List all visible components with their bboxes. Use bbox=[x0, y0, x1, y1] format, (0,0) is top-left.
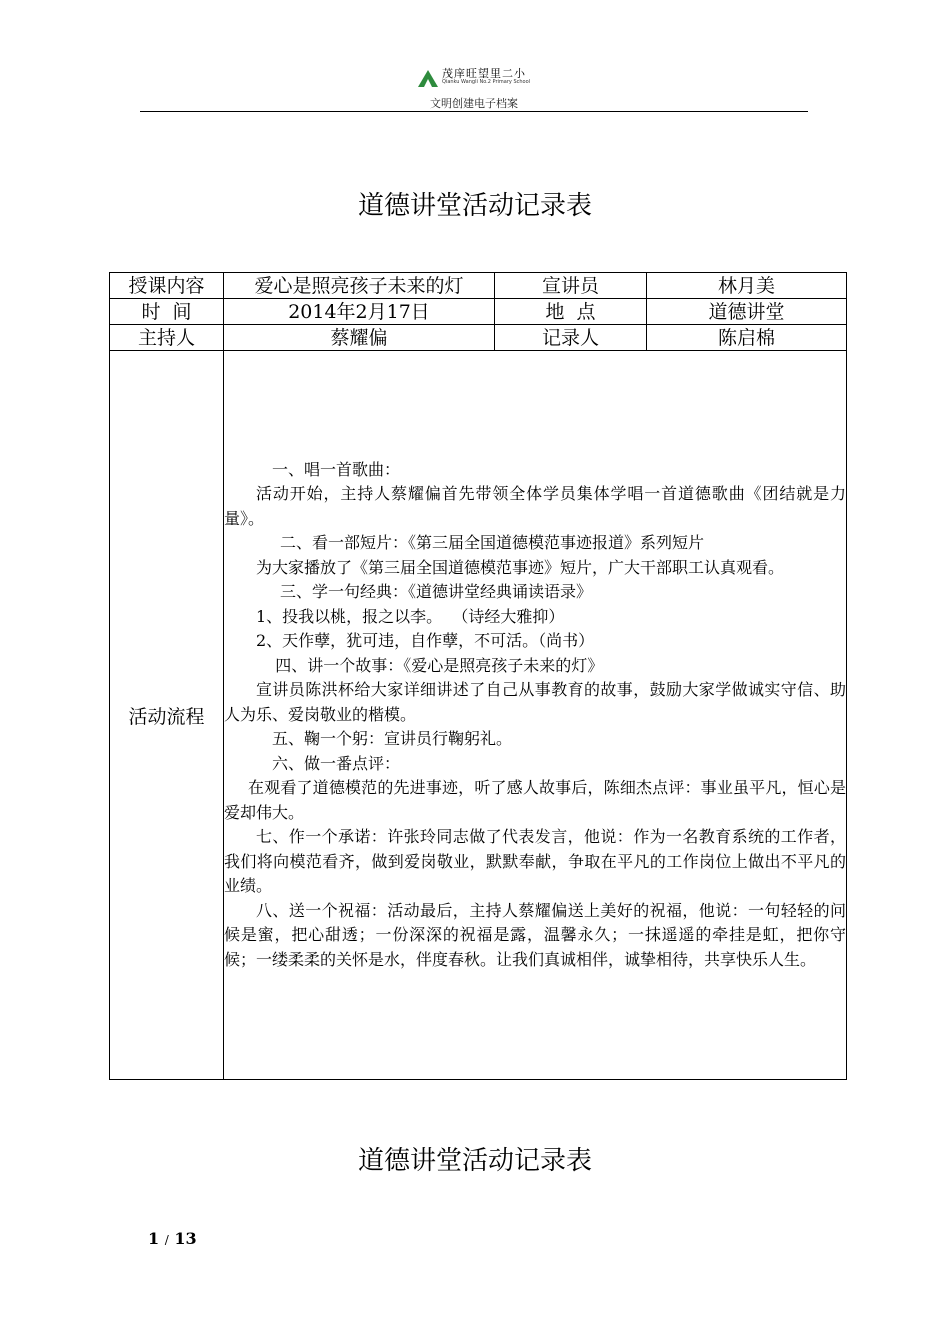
page-separator: / bbox=[164, 1233, 169, 1247]
flow-paragraph: 四、讲一个故事：《爱心是照亮孩子未来的灯》 bbox=[275, 655, 604, 675]
label-time: 时 间 bbox=[110, 299, 224, 325]
value-host: 蔡耀偏 bbox=[224, 325, 495, 351]
table-row bbox=[110, 351, 847, 1080]
page-current: 1 bbox=[148, 1229, 160, 1248]
page-total: 13 bbox=[174, 1229, 197, 1248]
logo-english-text: Qianku Wangli No.2 Primary School bbox=[442, 79, 531, 85]
flow-paragraph: 为大家播放了《第三届全国道德模范事迹》短片，广大干部职工认真观看。 bbox=[256, 557, 785, 577]
value-lecturer: 林月美 bbox=[647, 273, 847, 299]
flow-paragraph: 六、做一番点评： bbox=[272, 753, 401, 773]
flow-paragraph: 2、天作孽，犹可违，自作孽，不可活。（尚书） bbox=[256, 631, 595, 651]
label-recorder: 记录人 bbox=[495, 325, 647, 351]
label-activity-flow: 活动流程 bbox=[110, 351, 224, 1080]
label-course-content: 授课内容 bbox=[110, 273, 224, 299]
value-time: 2014年2月17日 bbox=[224, 299, 495, 325]
next-document-title: 道德讲堂活动记录表 bbox=[357, 1146, 592, 1176]
value-location: 道德讲堂 bbox=[647, 299, 847, 325]
page-number bbox=[148, 1229, 197, 1248]
activity-flow-content bbox=[224, 351, 847, 1080]
table-row bbox=[110, 325, 847, 351]
activity-record-table bbox=[109, 272, 847, 1080]
flow-paragraph: 八、送一个祝福：活动最后，主持人蔡耀偏送上美好的祝福，他说：一句轻轻的问候是蜜，把心甜透；一份深深的祝福是露，温馨永久；一抹遥遥的牵挂是虹，把你守候；一缕柔柔的关怀是水，伴度春秋。让我们真诚相伴，诚挚相待，共享快乐人生。 bbox=[224, 900, 846, 969]
flow-paragraph: 在观看了道德模范的先进事迹，听了感人故事后，陈细杰点评：事业虽平凡，恒心是爱却伟大。 bbox=[224, 778, 846, 822]
page-header bbox=[140, 64, 808, 112]
flow-paragraph: 三、学一句经典：《道德讲堂经典诵读语录》 bbox=[280, 582, 593, 602]
label-host: 主持人 bbox=[110, 325, 224, 351]
flow-paragraph: 七、作一个承诺：许张玲同志做了代表发言，他说：作为一名教育系统的工作者，我们将向模范看齐，做到爱岗敬业，默默奉献，争取在平凡的工作岗位上做出不平凡的业绩。 bbox=[224, 827, 846, 896]
flow-paragraph: 二、看一部短片：《第三届全国道德模范事迹报道》系列短片 bbox=[280, 533, 705, 553]
value-recorder: 陈启棉 bbox=[647, 325, 847, 351]
flow-paragraph: 一、唱一首歌曲： bbox=[272, 459, 401, 479]
label-location: 地 点 bbox=[495, 299, 647, 325]
label-lecturer: 宣讲员 bbox=[495, 273, 647, 299]
flow-paragraph: 1、投我以桃，报之以李。 （诗经大雅抑） bbox=[256, 606, 565, 626]
table-row bbox=[110, 273, 847, 299]
value-course-content: 爱心是照亮孩子未来的灯 bbox=[224, 273, 495, 299]
flow-paragraph: 五、鞠一个躬：宣讲员行鞠躬礼。 bbox=[272, 729, 513, 749]
flow-paragraph: 宣讲员陈洪杯给大家详细讲述了自己从事教育的故事，鼓励大家学做诚实守信、助人为乐、爱岗敬业的楷模。 bbox=[224, 680, 846, 724]
mountain-logo-icon bbox=[418, 68, 438, 88]
flow-paragraph: 活动开始，主持人蔡耀偏首先带领全体学员集体学唱一首道德歌曲《团结就是力量》。 bbox=[224, 484, 846, 528]
logo-chinese-text: 茂庠旺望里二小 bbox=[442, 67, 526, 80]
header-divider bbox=[140, 111, 808, 112]
table-row bbox=[110, 299, 847, 325]
document-title: 道德讲堂活动记录表 bbox=[357, 191, 592, 221]
school-logo bbox=[418, 68, 530, 88]
header-subtitle: 文明创建电子档案 bbox=[430, 97, 518, 110]
